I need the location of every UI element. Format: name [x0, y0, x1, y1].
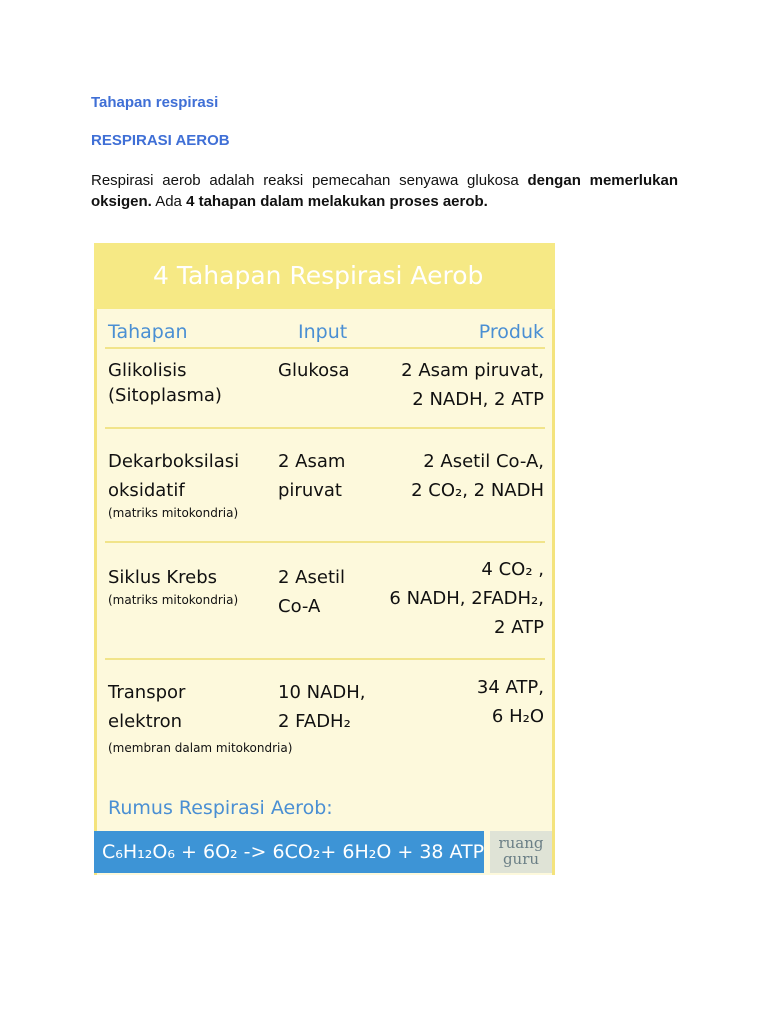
stage-location: (matriks mitokondria) [108, 506, 239, 520]
formula-bar [94, 831, 484, 873]
input-siklus-krebs [278, 563, 345, 621]
input-line: Co-A [278, 596, 321, 617]
stage-location: (membran dalam mitokondria) [108, 741, 293, 755]
input-glikolisis [278, 356, 350, 385]
stage-glikolisis [108, 356, 222, 407]
product-transpor-elektron [477, 673, 544, 731]
paragraph-bold-1: dengan memerlukan oksigen. [91, 172, 678, 210]
section-heading: RESPIRASI AEROB [91, 132, 230, 149]
product-dekarboksilasi [411, 447, 544, 505]
product-line: 2 Asam piruvat, [401, 360, 544, 381]
product-siklus-krebs [389, 555, 544, 642]
product-line: 2 NADH, 2 ATP [412, 389, 544, 410]
logo-line: ruang [498, 834, 544, 852]
input-line: 2 Asam [278, 451, 346, 472]
card-title: 4 Tahapan Respirasi Aerob [153, 261, 484, 290]
stage-line: Transpor [108, 682, 186, 703]
formula-label: Rumus Respirasi Aerob: [108, 797, 333, 819]
input-dekarboksilasi [278, 447, 345, 505]
paragraph-text-1: Respirasi aerob adalah reaksi pemecahan senyawa glukosa [91, 172, 528, 189]
input-line: 2 Asetil [278, 567, 345, 588]
paragraph-bold-2: 4 tahapan dalam melakukan proses aerob. [186, 193, 488, 210]
stage-siklus-krebs [108, 563, 238, 608]
input-transpor-elektron [278, 678, 366, 736]
product-glikolisis [401, 356, 544, 414]
infographic-card [94, 243, 555, 875]
product-line: 4 CO₂ , [481, 559, 544, 580]
divider [105, 427, 545, 429]
header-stage: Tahapan [108, 321, 188, 343]
stage-line: elektron [108, 711, 183, 732]
header-product: Produk [478, 321, 544, 343]
stage-dekarboksilasi [108, 447, 239, 521]
product-line: 6 H₂O [491, 706, 544, 727]
title-band [94, 243, 555, 309]
stage-line: Glikolisis [108, 360, 187, 381]
divider [105, 347, 545, 349]
logo-line: guru [502, 850, 540, 868]
input-line: piruvat [278, 480, 342, 501]
paragraph-text-2: Ada [151, 193, 187, 210]
formula-text: C₆H₁₂O₆ + 6O₂ -> 6CO₂+ 6H₂O + 38 ATP [102, 841, 485, 863]
product-line: 34 ATP, [476, 677, 544, 698]
input-line: 10 NADH, [278, 682, 366, 703]
product-line: 2 ATP [494, 617, 544, 638]
stage-line: Dekarboksilasi [108, 451, 240, 472]
page-heading: Tahapan respirasi [91, 94, 219, 111]
input-line: Glukosa [278, 360, 350, 381]
stage-location: (matriks mitokondria) [108, 593, 239, 607]
intro-paragraph [91, 170, 678, 212]
header-input: Input [298, 321, 348, 343]
product-line: 2 Asetil Co-A, [423, 451, 544, 472]
stage-line: Siklus Krebs [108, 567, 218, 588]
divider [105, 658, 545, 660]
stage-line: (Sitoplasma) [108, 385, 222, 406]
divider [105, 541, 545, 543]
product-line: 6 NADH, 2FADH₂, [389, 588, 544, 609]
ruangguru-logo [490, 831, 552, 873]
stage-line: oksidatif [108, 480, 185, 501]
input-line: 2 FADH₂ [278, 711, 351, 732]
stage-transpor-elektron [108, 678, 292, 756]
product-line: 2 CO₂, 2 NADH [411, 480, 544, 501]
